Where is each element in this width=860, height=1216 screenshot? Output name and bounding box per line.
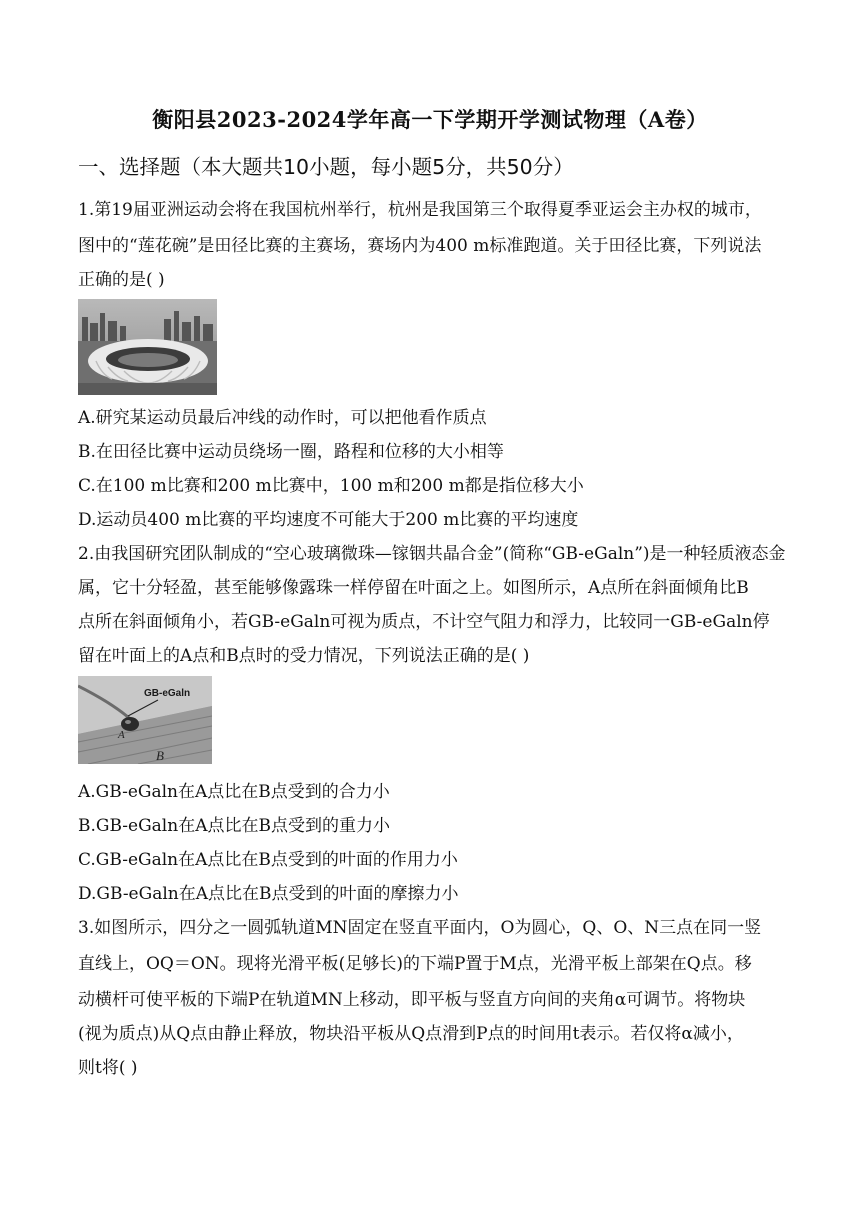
q1-line-2: 图中的“莲花碗”是田径比赛的主赛场，赛场内为400 m标准跑道。关于田径比赛，下列说法 [78, 236, 762, 256]
q2-line-2: 属，它十分轻盈，甚至能够像露珠一样停留在叶面之上。如图所示，A点所在斜面倾角比B [78, 578, 749, 598]
q2-option-b: B.GB-eGaln在A点比在B点受到的重力小 [78, 816, 390, 836]
q3-line-1: 3.如图所示，四分之一圆弧轨道MN固定在竖直平面内，O为圆心，Q、O、N三点在同一竖 [78, 918, 762, 938]
leaf-photo [78, 676, 212, 764]
q1-option-a: A.研究某运动员最后冲线的动作时，可以把他看作质点 [78, 408, 487, 428]
q2-line-1: 2.由我国研究团队制成的“空心玻璃微珠—镓铟共晶合金”(简称“GB-eGaln”)是一种轻质液态金 [78, 544, 786, 564]
q1-option-b: B.在田径比赛中运动员绕场一圈，路程和位移的大小相等 [78, 442, 504, 462]
leaf-photo-label-gb-egaln: GB-eGaln [144, 688, 191, 699]
section-heading: 一、选择题（本大题共10小题，每小题5分，共50分） [78, 155, 574, 179]
q2-line-4: 留在叶面上的A点和B点时的受力情况，下列说法正确的是( ) [78, 646, 530, 666]
leaf-photo-label-b: B [156, 748, 164, 763]
q2-line-3: 点所在斜面倾角小，若GB-eGaln可视为质点，不计空气阻力和浮力，比较同一GB-eGaln停 [78, 612, 770, 632]
q1-option-c: C.在100 m比赛和200 m比赛中，100 m和200 m都是指位移大小 [78, 476, 584, 496]
exam-title: 衡阳县2023-2024学年高一下学期开学测试物理（A卷） [152, 107, 708, 132]
q1-line-3: 正确的是( ) [78, 270, 165, 290]
q3-line-4: (视为质点)从Q点由静止释放，物块沿平板从Q点滑到P点的时间用t表示。若仅将α减小， [78, 1024, 744, 1044]
leaf-photo-label-a: A [118, 729, 125, 741]
q3-line-5: 则t将( ) [78, 1058, 138, 1078]
stadium-photo [78, 299, 217, 395]
q1-option-d: D.运动员400 m比赛的平均速度不可能大于200 m比赛的平均速度 [78, 510, 579, 530]
q3-line-3: 动横杆可使平板的下端P在轨道MN上移动，即平板与竖直方向间的夹角α可调节。将物块 [78, 990, 746, 1010]
q2-option-c: C.GB-eGaln在A点比在B点受到的叶面的作用力小 [78, 850, 458, 870]
q1-line-1: 1.第19届亚洲运动会将在我国杭州举行，杭州是我国第三个取得夏季亚运会主办权的城市， [78, 200, 762, 220]
q2-option-d: D.GB-eGaln在A点比在B点受到的叶面的摩擦力小 [78, 884, 459, 904]
q2-option-a: A.GB-eGaln在A点比在B点受到的合力小 [78, 782, 390, 802]
q3-line-2: 直线上，OQ＝ON。现将光滑平板(足够长)的下端P置于M点，光滑平板上部架在Q点。移 [78, 954, 752, 974]
